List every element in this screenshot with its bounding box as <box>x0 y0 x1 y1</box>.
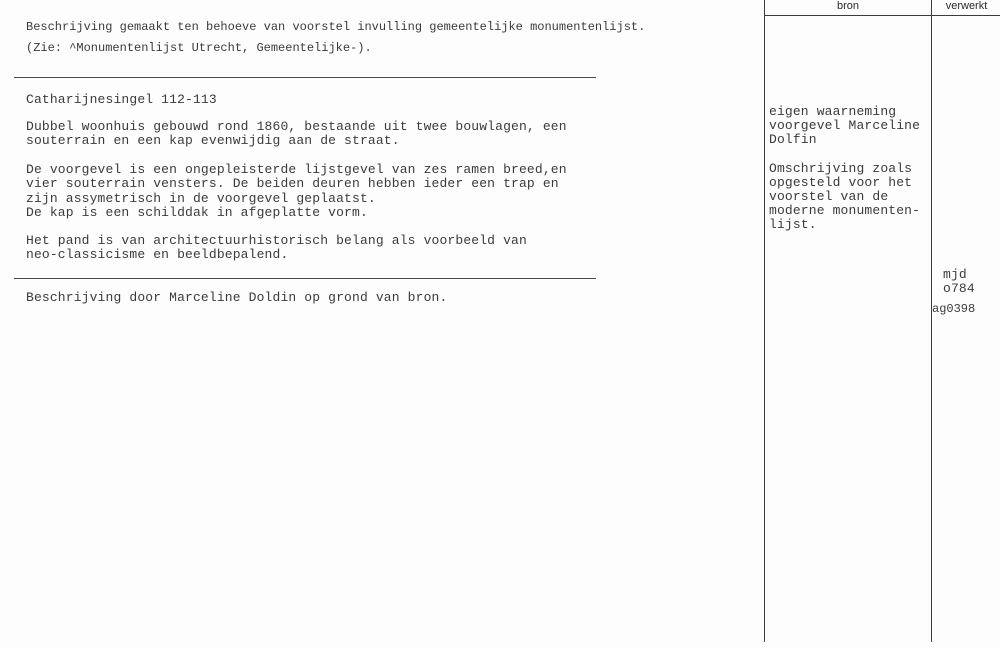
text-line: voorgevel Marceline <box>769 118 921 133</box>
header-line-1: Beschrijving gemaakt ten behoeve van voorstel invulling gemeentelijke monumentenlijst. <box>26 20 646 34</box>
verwerkt-code-reference: ag0398 <box>932 302 976 316</box>
bron-column-header: bron <box>836 0 860 12</box>
header-divider <box>14 77 596 78</box>
footer-note: Beschrijving door Marceline Doldin op grond van bron. <box>26 290 448 305</box>
text-line: opgesteld voor het <box>769 175 913 190</box>
column-header-underline <box>764 15 1000 16</box>
text-line: De voorgevel is een ongepleisterde lijstgevel van zes ramen breed,en <box>26 162 567 177</box>
text-line: Dubbel woonhuis gebouwd rond 1860, bestaande uit twee bouwlagen, een <box>26 119 567 134</box>
text-line: Omschrijving zoals <box>769 161 913 176</box>
verwerkt-code-number: o784 <box>943 281 975 296</box>
text-line: lijst. <box>769 217 817 232</box>
text-line: zijn assymetrisch in de voorgevel geplaatst. <box>26 191 376 206</box>
text-line: voorstel van de <box>769 189 889 204</box>
text-line: moderne monumenten- <box>769 203 921 218</box>
verwerkt-code-initials: mjd <box>943 267 967 282</box>
text-line: neo-classicisme en beeldbepalend. <box>26 247 289 262</box>
bron-column-left-border <box>764 0 765 642</box>
verwerkt-column-header: verwerkt <box>945 0 988 12</box>
address-heading: Catharijnesingel 112-113 <box>26 92 217 107</box>
bron-column-right-border <box>931 0 932 642</box>
text-line: souterrain en een kap evenwijdig aan de straat. <box>26 133 400 148</box>
text-line: De kap is een schilddak in afgeplatte vorm. <box>26 205 368 220</box>
text-line: vier souterrain vensters. De beiden deuren hebben ieder een trap en <box>26 176 559 191</box>
text-line: Het pand is van architectuurhistorisch belang als voorbeeld van <box>26 233 527 248</box>
text-line: eigen waarneming <box>769 104 897 119</box>
header-line-2: (Zie: ^Monumentenlijst Utrecht, Gemeentelijke-). <box>26 41 372 55</box>
text-line: Dolfin <box>769 132 817 147</box>
description-divider <box>14 278 596 279</box>
